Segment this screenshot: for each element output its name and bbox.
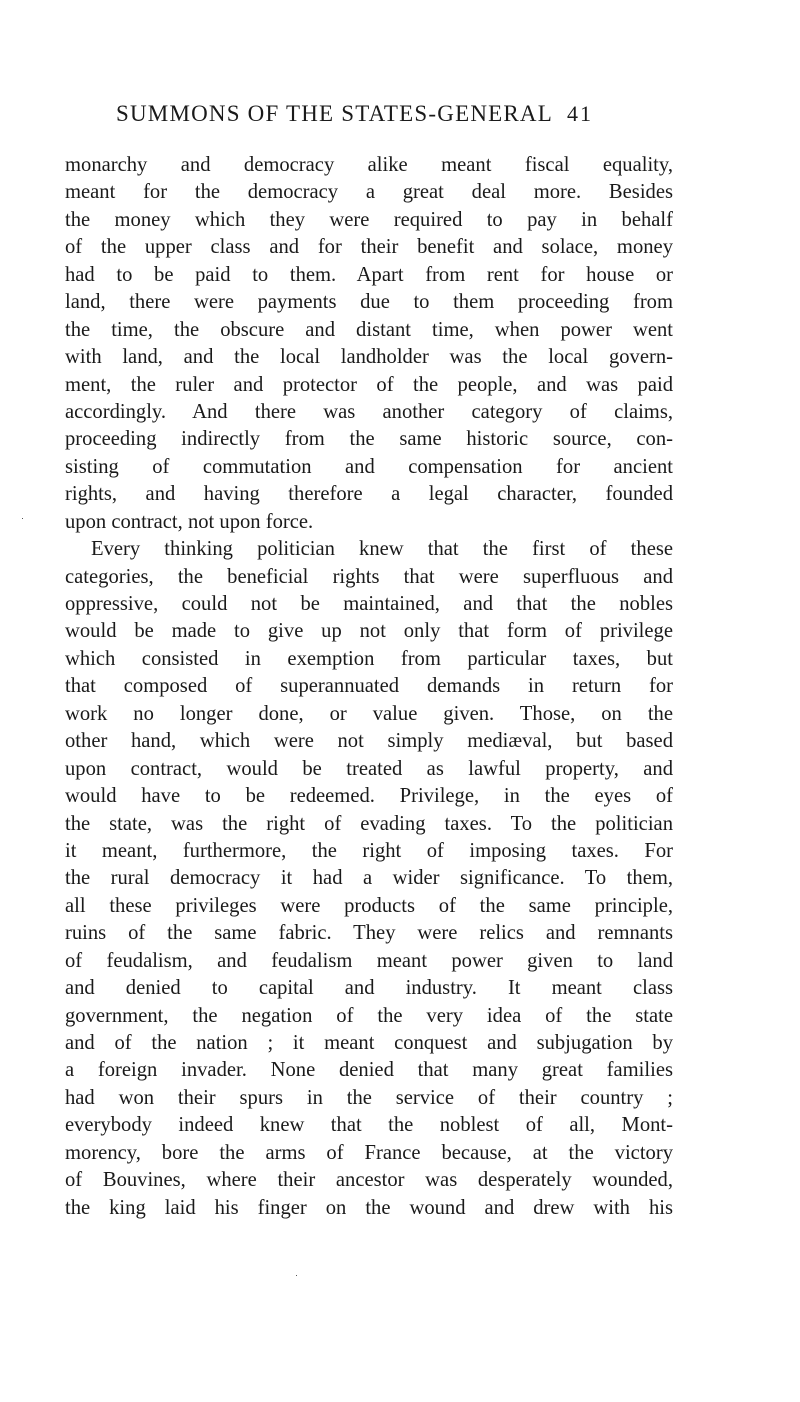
text-line: of Bouvines, where their ancestor was desperately wounded, <box>65 1169 673 1192</box>
text-line: that composed of superannuated demands in return for <box>65 675 673 698</box>
running-head <box>116 101 676 131</box>
text-line: ruins of the same fabric. They were relics and remnants <box>65 922 673 945</box>
text-line: oppressive, could not be maintained, and that the nobles <box>65 593 673 615</box>
text-line: had won their spurs in the service of their country ; <box>65 1086 673 1109</box>
text-line: sisting of commutation and compensation for ancient <box>65 455 673 478</box>
text-line: and of the nation ; it meant conquest and subjugation by <box>65 1032 673 1054</box>
text-line: of the upper class and for their benefit and solace, money <box>65 236 673 259</box>
text-line: rights, and having therefore a legal character, founded <box>65 483 673 506</box>
text-line: everybody indeed knew that the noblest of all, Mont- <box>65 1114 673 1137</box>
text-line: meant for the democracy a great deal more. Besides <box>65 181 673 204</box>
text-line: accordingly. And there was another category of claims, <box>65 400 673 423</box>
body-text <box>65 152 673 1222</box>
paragraph-1 <box>65 152 673 536</box>
text-line: work no longer done, or value given. Those, on the <box>65 702 673 725</box>
page-number: 41 <box>567 101 593 126</box>
text-line: the king laid his finger on the wound and drew with his <box>65 1196 673 1219</box>
scan-speck <box>22 518 23 519</box>
text-line: upon contract, would be treated as lawful property, and <box>65 757 673 780</box>
text-line: the rural democracy it had a wider significance. To them, <box>65 867 673 890</box>
paragraph-2 <box>65 536 673 1222</box>
text-line: the money which they were required to pay in behalf <box>65 208 673 231</box>
text-line: categories, the beneficial rights that were superfluous and <box>65 565 673 588</box>
text-line: of feudalism, and feudalism meant power given to land <box>65 949 673 972</box>
text-line: morency, bore the arms of France because, at the victory <box>65 1141 673 1164</box>
text-line: with land, and the local landholder was the local govern- <box>65 346 673 369</box>
text-line: it meant, furthermore, the right of imposing taxes. For <box>65 839 673 862</box>
text-line: upon contract, not upon force. <box>65 510 314 533</box>
text-line: proceeding indirectly from the same historic source, con- <box>65 428 673 451</box>
text-line: would be made to give up not only that form of privilege <box>65 620 673 643</box>
text-line: would have to be redeemed. Privilege, in the eyes of <box>65 785 673 808</box>
text-line: all these privileges were products of the same principle, <box>65 894 673 917</box>
text-line: had to be paid to them. Apart from rent for house or <box>65 263 673 286</box>
text-line: Every thinking politician knew that the first of these <box>91 538 673 561</box>
text-line: other hand, which were not simply mediæval, but based <box>65 730 673 753</box>
text-line: government, the negation of the very idea of the state <box>65 1004 673 1027</box>
text-line: ment, the ruler and protector of the people, and was paid <box>65 373 673 396</box>
text-line: which consisted in exemption from particular taxes, but <box>65 647 673 670</box>
text-line: monarchy and democracy alike meant fiscal equality, <box>65 154 673 176</box>
text-line: a foreign invader. None denied that many great families <box>65 1059 673 1082</box>
text-line: the time, the obscure and distant time, when power went <box>65 318 673 341</box>
text-line: land, there were payments due to them proceeding from <box>65 291 673 314</box>
text-line: and denied to capital and industry. It meant class <box>65 977 673 1000</box>
running-title: SUMMONS OF THE STATES-GENERAL <box>116 101 553 126</box>
text-line: the state, was the right of evading taxes. To the politician <box>65 812 673 835</box>
scan-speck <box>296 1275 297 1276</box>
